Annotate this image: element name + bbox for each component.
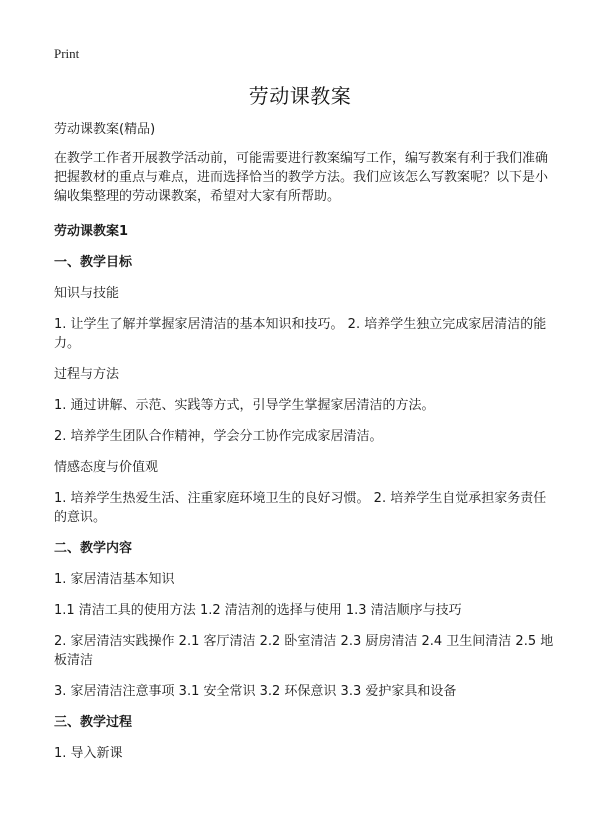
paragraph-process-1: 1. 通过讲解、示范、实践等方式，引导学生掌握家居清洁的方法。 — [54, 398, 435, 413]
content-item-1: 1. 家居清洁基本知识 — [54, 572, 175, 587]
document-body — [54, 120, 554, 763]
subheading-process: 过程与方法 — [54, 367, 120, 382]
process-item-1: 1. 导入新课 — [54, 746, 123, 761]
subheading-attitude: 情感态度与价值观 — [54, 460, 159, 475]
content-item-3: 3. 家居清洁注意事项 3.1 安全常识 3.2 环保意识 3.3 爱护家具和设备 — [54, 684, 457, 699]
section-heading-goals: 一、教学目标 — [54, 255, 133, 270]
paragraph-process-2: 2. 培养学生团队合作精神，学会分工协作完成家居清洁。 — [54, 429, 383, 444]
content-item-1-detail: 1.1 清洁工具的使用方法 1.2 清洁剂的选择与使用 1.3 清洁顺序与技巧 — [54, 603, 462, 618]
content-item-2: 2. 家居清洁实践操作 2.1 客厅清洁 2.2 卧室清洁 2.3 厨房清洁 2.4 卫生间清洁 2.5 地板清洁 — [54, 634, 554, 668]
document-subtitle: 劳动课教案(精品) — [54, 122, 156, 137]
paragraph-knowledge: 1. 让学生了解并掌握家居清洁的基本知识和技巧。 2. 培养学生独立完成家居清洁的能力。 — [54, 317, 547, 351]
section-heading-content: 二、教学内容 — [54, 541, 133, 556]
intro-paragraph: 在教学工作者开展教学活动前，可能需要进行教案编写工作，编写教案有利于我们准确把握教材的重点与难点，进而选择恰当的教学方法。我们应该怎么写教案呢？以下是小编收集整理的劳动课教案，希望对大家有所帮助。 — [54, 151, 549, 204]
paragraph-attitude: 1. 培养学生热爱生活、注重家庭环境卫生的良好习惯。 2. 培养学生自觉承担家务责任的意识。 — [54, 491, 547, 525]
case-heading: 劳动课教案1 — [54, 224, 129, 239]
document-title: 劳动课教案 — [248, 84, 352, 108]
subheading-knowledge: 知识与技能 — [54, 286, 120, 301]
section-heading-process: 三、教学过程 — [54, 715, 133, 730]
print-link[interactable]: Print — [54, 46, 80, 61]
